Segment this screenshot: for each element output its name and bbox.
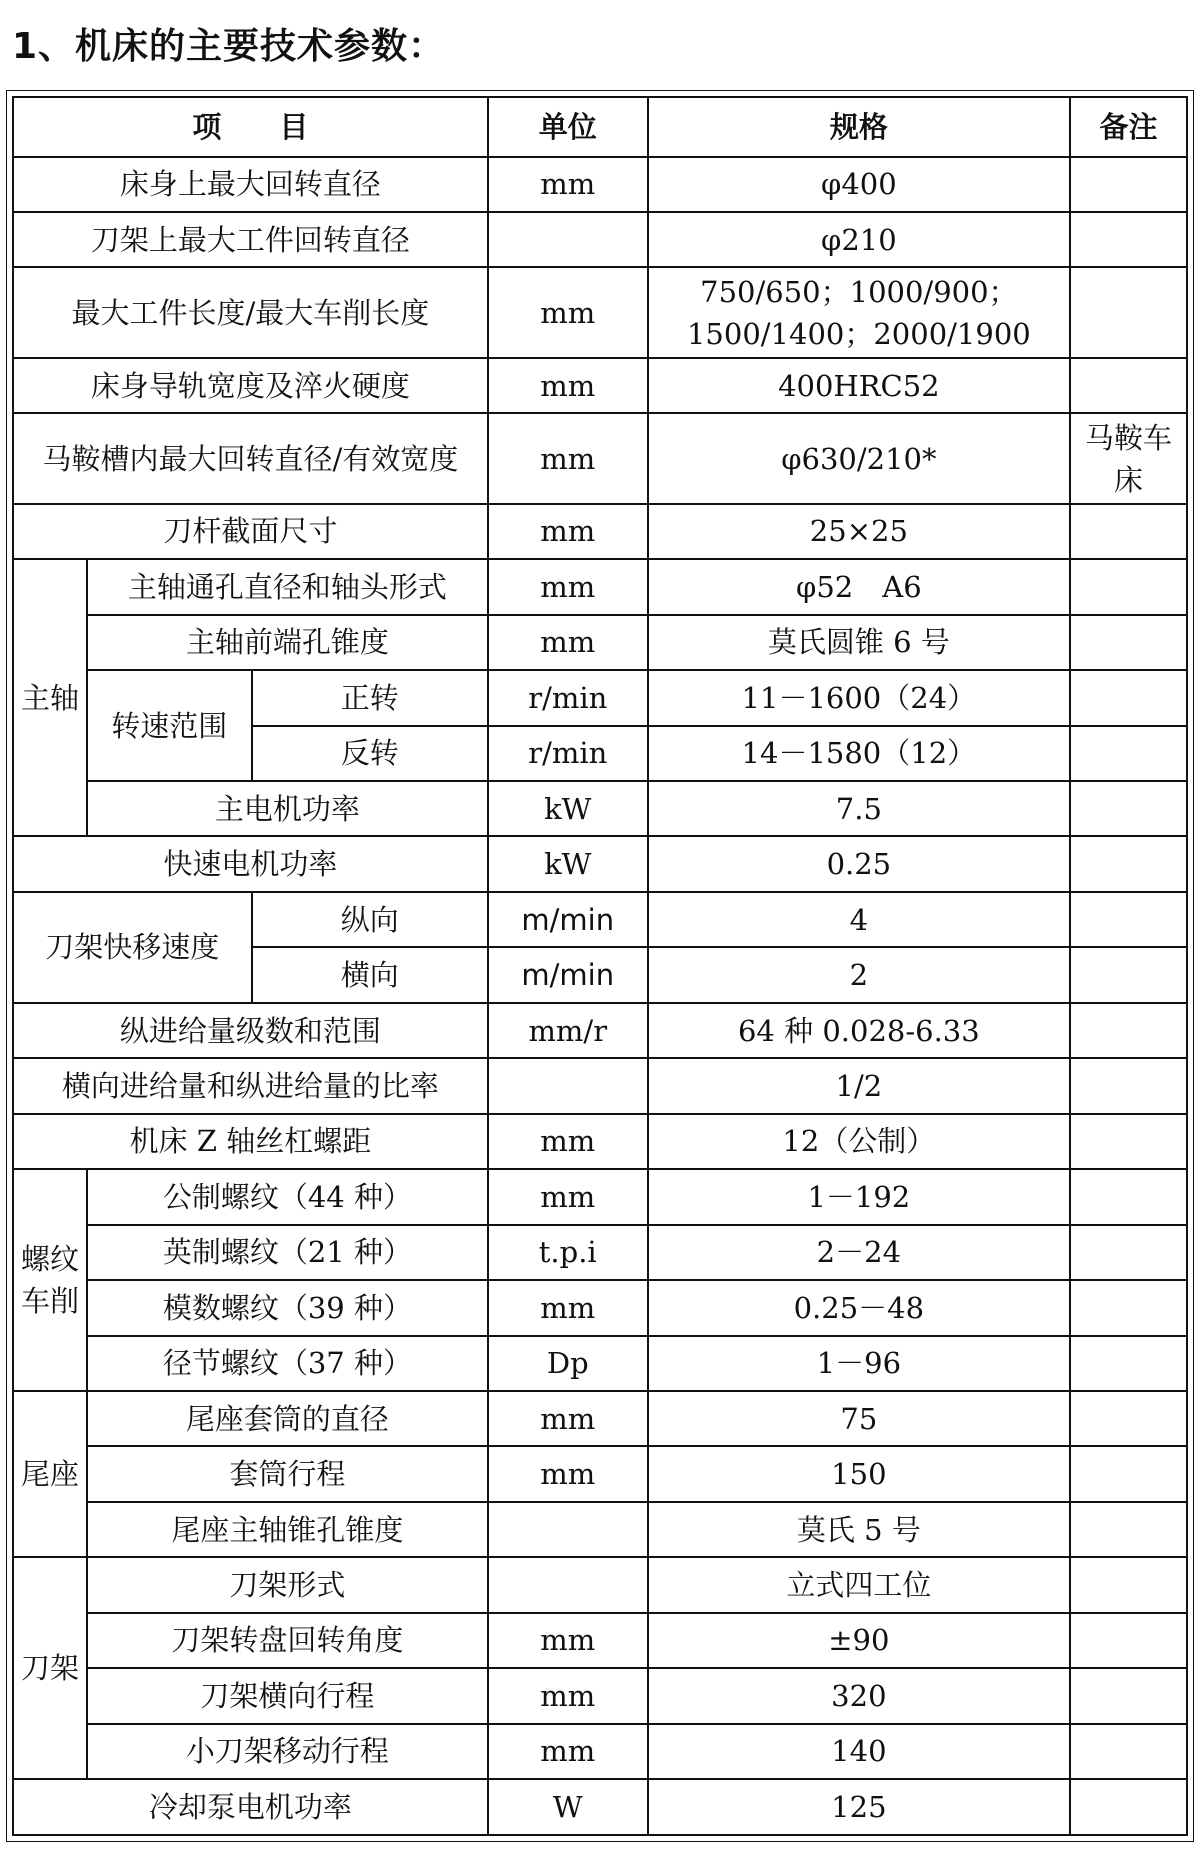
item-cell: 径节螺纹（37 种） <box>87 1336 488 1391</box>
table-row <box>13 1225 1187 1280</box>
unit-cell: r/min <box>488 726 648 781</box>
table-row <box>13 1114 1187 1169</box>
unit-cell: mm <box>488 358 648 413</box>
spec-cell: 立式四工位 <box>648 1557 1070 1612</box>
spec-cell: 14－1580（12） <box>648 726 1070 781</box>
remark-cell <box>1070 836 1187 891</box>
remark-cell <box>1070 947 1187 1002</box>
unit-cell: mm <box>488 615 648 670</box>
spec-cell: 75 <box>648 1391 1070 1446</box>
item-cell: 公制螺纹（44 种） <box>87 1169 488 1224</box>
remark-cell <box>1070 1613 1187 1668</box>
spec-cell: 莫氏圆锥 6 号 <box>648 615 1070 670</box>
unit-cell: mm <box>488 157 648 212</box>
header-spec: 规格 <box>648 97 1070 157</box>
unit-cell: mm <box>488 1446 648 1501</box>
item-cell: 床身上最大回转直径 <box>13 157 488 212</box>
table-row <box>13 1668 1187 1723</box>
table-row <box>13 781 1187 836</box>
table-row <box>13 157 1187 212</box>
item-cell: 刀架上最大工件回转直径 <box>13 212 488 267</box>
unit-cell: mm <box>488 1668 648 1723</box>
item-cell: 尾座主轴锥孔锥度 <box>87 1502 488 1557</box>
spec-cell: φ400 <box>648 157 1070 212</box>
table-row <box>13 413 1187 503</box>
unit-cell: t.p.i <box>488 1225 648 1280</box>
unit-cell: mm <box>488 413 648 503</box>
remark-cell <box>1070 1058 1187 1113</box>
spec-cell: 25×25 <box>648 504 1070 559</box>
table-row <box>13 212 1187 267</box>
unit-cell: mm <box>488 559 648 614</box>
spec-cell: 150 <box>648 1446 1070 1501</box>
remark-cell <box>1070 1446 1187 1501</box>
table-row <box>13 1446 1187 1501</box>
spec-cell: φ52 A6 <box>648 559 1070 614</box>
unit-cell <box>488 1557 648 1612</box>
unit-cell: mm/r <box>488 1003 648 1058</box>
remark-cell <box>1070 504 1187 559</box>
spec-cell: ±90 <box>648 1613 1070 1668</box>
item-cell: 模数螺纹（39 种） <box>87 1280 488 1335</box>
spec-cell: 4 <box>648 892 1070 947</box>
unit-cell: kW <box>488 781 648 836</box>
remark-cell <box>1070 1668 1187 1723</box>
item-cell: 尾座套筒的直径 <box>87 1391 488 1446</box>
remark-cell <box>1070 1003 1187 1058</box>
remark-cell <box>1070 1114 1187 1169</box>
remark-cell <box>1070 1502 1187 1557</box>
item-cell: 横向 <box>252 947 488 1002</box>
table-row <box>13 670 1187 725</box>
remark-cell <box>1070 726 1187 781</box>
unit-cell: W <box>488 1779 648 1835</box>
group-label-threading: 螺纹车削 <box>13 1169 87 1391</box>
unit-cell: m/min <box>488 947 648 1002</box>
remark-cell <box>1070 1779 1187 1835</box>
spec-cell: 1/2 <box>648 1058 1070 1113</box>
header-row <box>13 97 1187 157</box>
remark-cell <box>1070 1336 1187 1391</box>
table-row <box>13 1003 1187 1058</box>
spec-cell: 125 <box>648 1779 1070 1835</box>
remark-cell <box>1070 1724 1187 1779</box>
spec-cell: 0.25 <box>648 836 1070 891</box>
remark-cell <box>1070 559 1187 614</box>
item-cell: 刀架形式 <box>87 1557 488 1612</box>
spec-cell: 1－96 <box>648 1336 1070 1391</box>
remark-cell <box>1070 157 1187 212</box>
item-cell: 正转 <box>252 670 488 725</box>
spec-cell: φ210 <box>648 212 1070 267</box>
remark-cell <box>1070 615 1187 670</box>
group-label-spindle: 主轴 <box>13 559 87 836</box>
unit-cell: mm <box>488 504 648 559</box>
table-row <box>13 1169 1187 1224</box>
table-row <box>13 559 1187 614</box>
unit-cell: m/min <box>488 892 648 947</box>
spec-cell: 400HRC52 <box>648 358 1070 413</box>
remark-cell <box>1070 892 1187 947</box>
item-cell: 主电机功率 <box>87 781 488 836</box>
unit-cell: r/min <box>488 670 648 725</box>
remark-cell <box>1070 1225 1187 1280</box>
unit-cell: Dp <box>488 1336 648 1391</box>
header-item: 项 目 <box>13 97 488 157</box>
item-cell: 英制螺纹（21 种） <box>87 1225 488 1280</box>
item-cell: 机床 Z 轴丝杠螺距 <box>13 1114 488 1169</box>
unit-cell: mm <box>488 1114 648 1169</box>
spec-cell: 64 种 0.028-6.33 <box>648 1003 1070 1058</box>
unit-cell: mm <box>488 1724 648 1779</box>
remark-cell <box>1070 358 1187 413</box>
unit-cell: kW <box>488 836 648 891</box>
remark-cell <box>1070 1169 1187 1224</box>
table-row <box>13 504 1187 559</box>
spec-cell: 1－192 <box>648 1169 1070 1224</box>
group-label-speed-range: 转速范围 <box>87 670 252 781</box>
header-unit: 单位 <box>488 97 648 157</box>
spec-cell: 2 <box>648 947 1070 1002</box>
unit-cell <box>488 1058 648 1113</box>
item-cell: 床身导轨宽度及淬火硬度 <box>13 358 488 413</box>
table-row <box>13 1391 1187 1446</box>
item-cell: 套筒行程 <box>87 1446 488 1501</box>
unit-cell: mm <box>488 1169 648 1224</box>
spec-cell: 750/650；1000/900；1500/1400；2000/1900 <box>648 267 1070 357</box>
item-cell: 刀架转盘回转角度 <box>87 1613 488 1668</box>
item-cell: 最大工件长度/最大车削长度 <box>13 267 488 357</box>
spec-table <box>12 96 1188 1836</box>
table-row <box>13 836 1187 891</box>
item-cell: 反转 <box>252 726 488 781</box>
unit-cell: mm <box>488 1280 648 1335</box>
item-cell: 刀杆截面尺寸 <box>13 504 488 559</box>
item-cell: 纵进给量级数和范围 <box>13 1003 488 1058</box>
remark-cell <box>1070 267 1187 357</box>
unit-cell <box>488 212 648 267</box>
table-row <box>13 358 1187 413</box>
item-cell: 主轴通孔直径和轴头形式 <box>87 559 488 614</box>
table-row <box>13 1613 1187 1668</box>
table-row <box>13 1779 1187 1835</box>
spec-cell: 11－1600（24） <box>648 670 1070 725</box>
spec-cell: 0.25－48 <box>648 1280 1070 1335</box>
unit-cell: mm <box>488 1613 648 1668</box>
table-row <box>13 892 1187 947</box>
spec-cell: 莫氏 5 号 <box>648 1502 1070 1557</box>
group-label-rapid: 刀架快移速度 <box>13 892 252 1003</box>
item-cell: 小刀架移动行程 <box>87 1724 488 1779</box>
table-row <box>13 1557 1187 1612</box>
table-row <box>13 1502 1187 1557</box>
item-cell: 快速电机功率 <box>13 836 488 891</box>
unit-cell: mm <box>488 267 648 357</box>
remark-cell <box>1070 670 1187 725</box>
spec-cell: 320 <box>648 1668 1070 1723</box>
unit-cell <box>488 1502 648 1557</box>
group-label-tailstock: 尾座 <box>13 1391 87 1557</box>
table-row <box>13 615 1187 670</box>
spec-cell: 7.5 <box>648 781 1070 836</box>
remark-cell <box>1070 1280 1187 1335</box>
item-cell: 刀架横向行程 <box>87 1668 488 1723</box>
item-cell: 主轴前端孔锥度 <box>87 615 488 670</box>
remark-cell <box>1070 781 1187 836</box>
item-cell: 横向进给量和纵进给量的比率 <box>13 1058 488 1113</box>
header-remark: 备注 <box>1070 97 1187 157</box>
item-cell: 冷却泵电机功率 <box>13 1779 488 1835</box>
spec-cell: φ630/210* <box>648 413 1070 503</box>
item-cell: 马鞍槽内最大回转直径/有效宽度 <box>13 413 488 503</box>
item-cell: 纵向 <box>252 892 488 947</box>
remark-cell <box>1070 1391 1187 1446</box>
table-row <box>13 267 1187 357</box>
spec-cell: 140 <box>648 1724 1070 1779</box>
group-label-toolpost: 刀架 <box>13 1557 87 1779</box>
unit-cell: mm <box>488 1391 648 1446</box>
table-row <box>13 1336 1187 1391</box>
remark-cell <box>1070 212 1187 267</box>
table-row <box>13 1724 1187 1779</box>
remark-cell <box>1070 1557 1187 1612</box>
remark-cell: 马鞍车床 <box>1070 413 1187 503</box>
spec-cell: 2－24 <box>648 1225 1070 1280</box>
section-heading: 1、机床的主要技术参数： <box>12 26 446 67</box>
table-row <box>13 1280 1187 1335</box>
spec-cell: 12（公制） <box>648 1114 1070 1169</box>
table-row <box>13 1058 1187 1113</box>
